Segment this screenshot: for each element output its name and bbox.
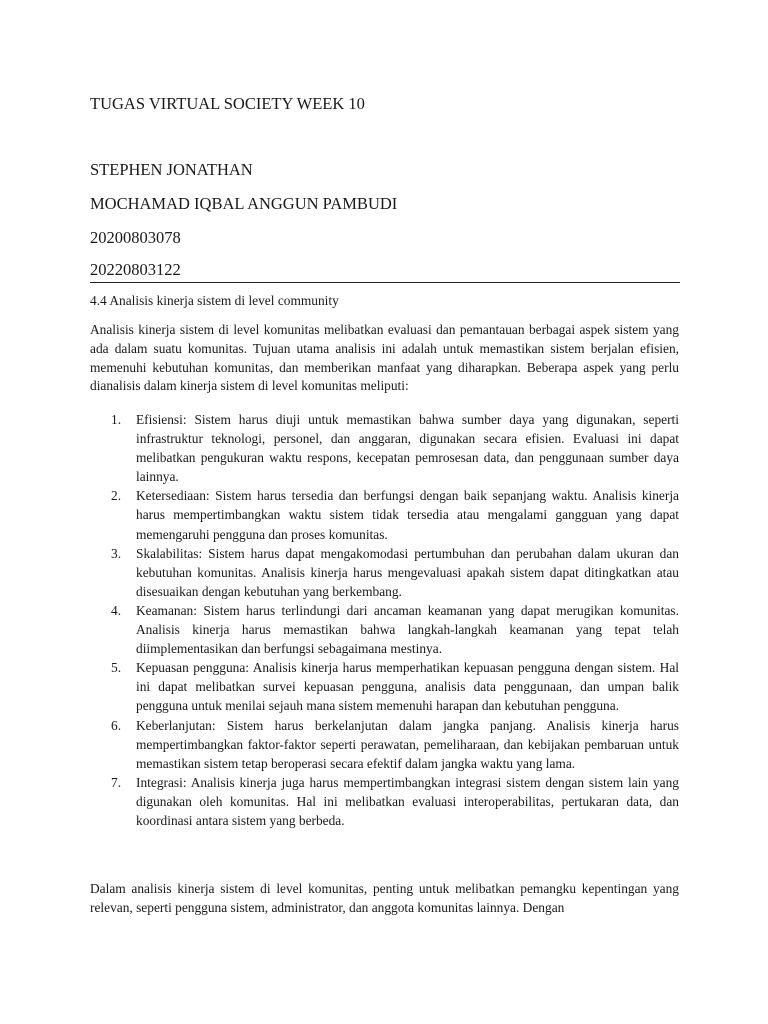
list-item-number: 3.: [111, 545, 122, 561]
list-item: [90, 410, 679, 486]
intro-paragraph: Analisis kinerja sistem di level komunitas melibatkan evaluasi dan pemantauan berbagai aspek sistem yang ada dalam suatu komunitas. Tujuan utama analisis ini adalah untuk memastikan sistem berjalan efisien, memenuhi kebutuhan komunitas, dan memberikan manfaat yang diharapkan. Beberapa aspek yang perlu dianalisis dalam kinerja sistem di level komunitas meliputi:: [90, 322, 679, 394]
list-item: [90, 773, 679, 830]
list-item-number: 5.: [111, 660, 122, 676]
list-item-number: 7.: [111, 774, 122, 790]
list-item-number: 1.: [111, 412, 122, 427]
author-name: MOCHAMAD IQBAL ANGGUN PAMBUDI: [90, 194, 398, 213]
closing-paragraph: Dalam analisis kinerja sistem di level komunitas, penting untuk melibatkan pemangku kepentingan yang relevan, seperti pengguna sistem, administrator, dan anggota komunitas lainnya. Dengan: [90, 881, 679, 915]
list-item-text: Integrasi: Analisis kinerja juga harus mempertimbangkan integrasi sistem dengan sistem lain yang digunakan oleh komunitas. Hal ini melibatkan evaluasi interoperabilitas, pertukaran data, dan koordinasi antara sistem yang berbeda.: [136, 774, 679, 828]
list-item-number: 4.: [111, 602, 122, 618]
list-item: [90, 486, 679, 543]
list-item: [90, 601, 679, 658]
section-heading: 4.4 Analisis kinerja sistem di level community: [90, 293, 339, 308]
list-item-text: Efisiensi: Sistem harus diuji untuk memastikan bahwa sumber daya yang digunakan, seperti infrastruktur teknologi, personel, dan anggaran, digunakan secara efisien. Evaluasi ini dapat melibatkan pengukuran waktu respons, kecepatan pemrosesan data, dan penggunaan sumber daya lainnya.: [136, 412, 679, 485]
document-title: TUGAS VIRTUAL SOCIETY WEEK 10: [90, 94, 365, 113]
student-id: 20200803078: [90, 228, 181, 247]
list-item-text: Keberlanjutan: Sistem harus berkelanjutan dalam jangka panjang. Analisis kinerja harus mempertimbangkan faktor-faktor seperti perawatan, pemeliharaan, dan kebijakan pembaruan untuk memastikan sistem tetap beroperasi secara efektif dalam jangka waktu yang lama.: [136, 717, 679, 771]
student-id: 20220803122: [90, 260, 181, 279]
list-item-text: Ketersediaan: Sistem harus tersedia dan berfungsi dengan baik sepanjang waktu. Analisis kinerja harus mempertimbangkan waktu sistem tidak tersedia atau mengalami gangguan yang dapat memengaruhi pengguna dan proses komunitas.: [136, 488, 679, 542]
list-item-number: 2.: [111, 488, 122, 504]
list-item-text: Skalabilitas: Sistem harus dapat mengakomodasi pertumbuhan dan perubahan dalam ukuran dan kebutuhan komunitas. Analisis kinerja harus mengevaluasi apakah sistem dapat ditingkatkan atau disesuaikan dengan kebutuhan yang berkembang.: [136, 545, 679, 599]
list-item-text: Keamanan: Sistem harus terlindungi dari ancaman keamanan yang dapat merugikan komunitas. Analisis kinerja harus memastikan bahwa langkah-langkah keamanan yang tepat telah diimplementasikan dan berfungsi sebagaimana mestinya.: [136, 602, 679, 657]
list-item-text: Kepuasan pengguna: Analisis kinerja harus memperhatikan kepuasan pengguna dengan sistem. Hal ini dapat melibatkan survei kepuasan pengguna, analisis data penggunaan, dan umpan balik pengguna untuk menilai sejauh mana sistem memenuhi harapan dan kebutuhan pengguna.: [136, 660, 679, 714]
list-item: [90, 716, 679, 773]
author-name: STEPHEN JONATHAN: [90, 160, 253, 179]
aspect-list: [90, 410, 679, 830]
header-divider: [90, 282, 680, 283]
list-item: [90, 544, 679, 601]
list-item: [90, 658, 679, 715]
list-item-number: 6.: [111, 717, 122, 733]
